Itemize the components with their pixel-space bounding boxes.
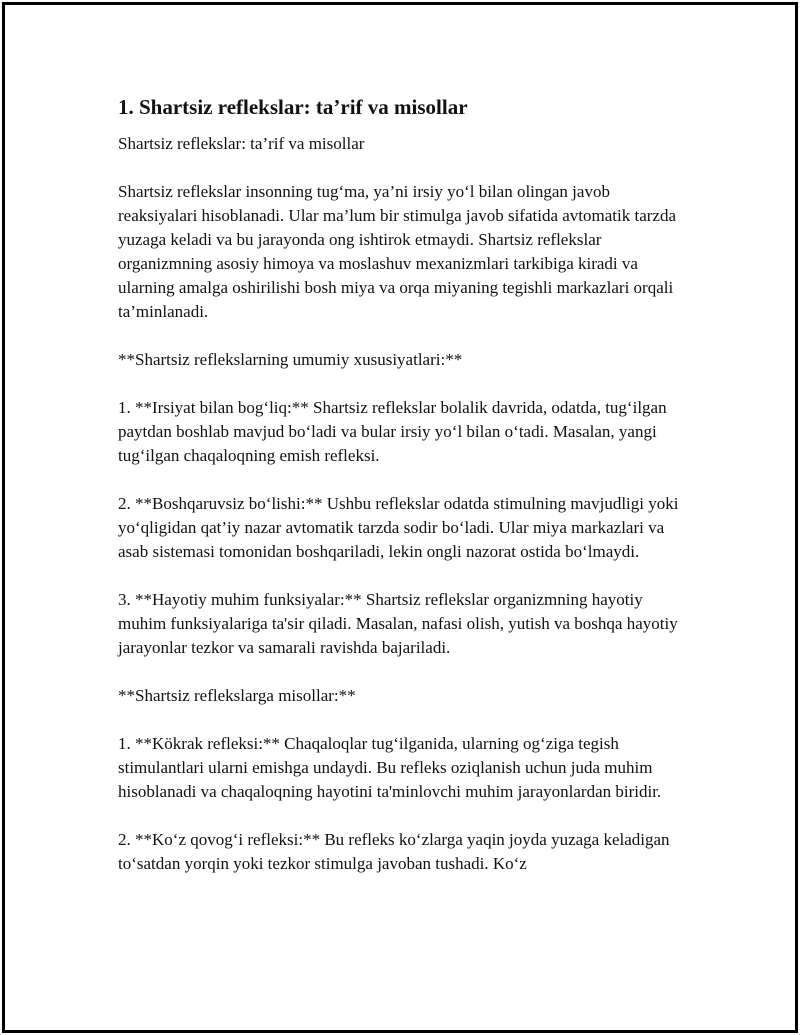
document-body [118, 93, 688, 900]
section-heading: 1. Shartsiz reflekslar: ta’rif va misollar [118, 95, 468, 119]
paragraph-property-1: 1. **Irsiyat bilan bog‘liq:** Shartsiz reflekslar bolalik davrida, odatda, tug‘ilgan paytdan boshlab mavjud bo‘ladi va bular irsiy yo‘l bilan o‘tadi. Masalan, yangi tug‘ilgan chaqaloqning emish refleksi. [118, 398, 667, 465]
paragraph-intro: Shartsiz reflekslar insonning tug‘ma, ya’ni irsiy yo‘l bilan olingan javob reaksiyalari hisoblanadi. Ular ma’lum bir stimulga javob sifatida avtomatik tarzda yuzaga keladi va bu jarayonda ong ishtirok etmaydi. Shartsiz reflekslar organizmning asosiy himoya va moslashuv mexanizmlari tarkibiga kiradi va ularning amalga oshirilishi bosh miya va orqa miyaning tegishli markazlari orqali ta’minlanadi. [118, 182, 676, 321]
paragraph-properties-heading: **Shartsiz reflekslarning umumiy xususiyatlari:** [118, 350, 463, 369]
paragraph-subtitle: Shartsiz reflekslar: ta’rif va misollar [118, 134, 365, 153]
paragraph-example-1: 1. **Kökrak refleksi:** Chaqaloqlar tug‘ilganida, ularning og‘ziga tegish stimulantlari ularni emishga undaydi. Bu refleks oziqlanish uchun juda muhim hisoblanadi va chaqaloqning hayotini ta'minlovchi muhim jarayonlardan biridir. [118, 734, 662, 801]
paragraph-property-3: 3. **Hayotiy muhim funksiyalar:** Shartsiz reflekslar organizmning hayotiy muhim funksiyalariga ta'sir qiladi. Masalan, nafasi olish, yutish va boshqa hayotiy jarayonlar tezkor va samarali ravishda bajariladi. [118, 590, 678, 657]
paragraph-example-2: 2. **Ko‘z qovog‘i refleksi:** Bu refleks ko‘zlarga yaqin joyda yuzaga keladigan to‘satdan yorqin yoki tezkor stimulga javoban tushadi. Ko‘z [118, 830, 670, 873]
paragraph-property-2: 2. **Boshqaruvsiz bo‘lishi:** Ushbu reflekslar odatda stimulning mavjudligi yoki yo‘qligidan qat’iy nazar avtomatik tarzda sodir bo‘ladi. Ular miya markazlari va asab sistemasi tomonidan boshqariladi, lekin ongli nazorat ostida bo‘lmaydi. [118, 494, 679, 561]
paragraph-examples-heading: **Shartsiz reflekslarga misollar:** [118, 686, 356, 705]
